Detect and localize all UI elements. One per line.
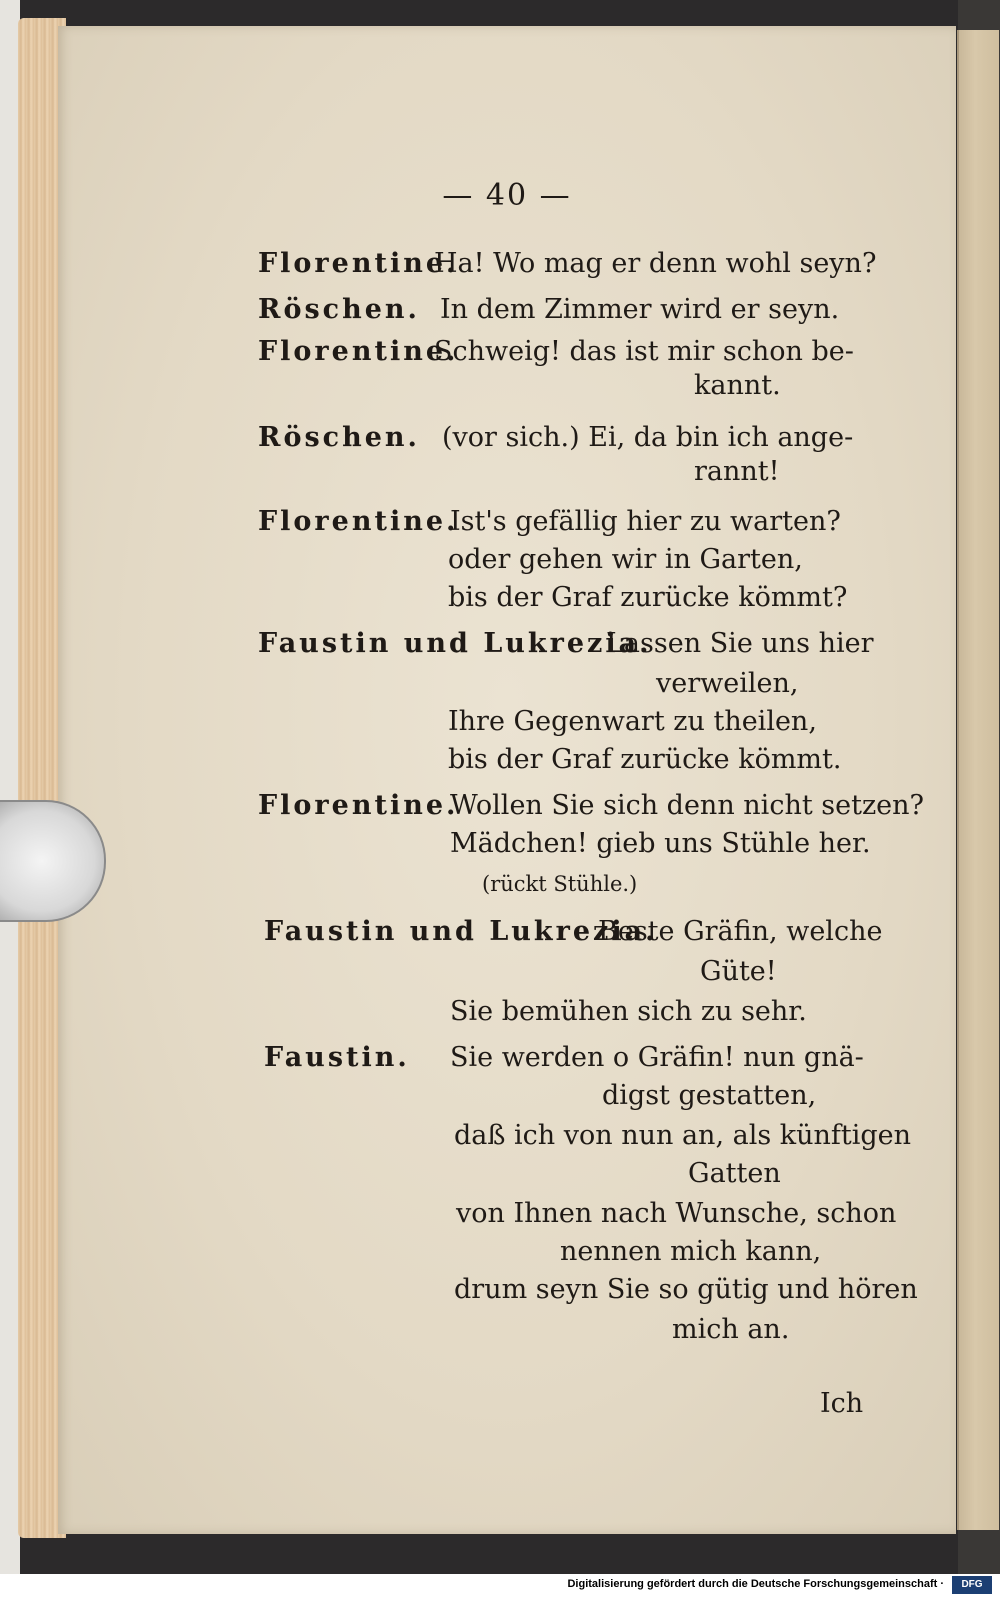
text-line bbox=[258, 248, 458, 279]
text-line: drum seyn Sie so gütig und hören bbox=[454, 1274, 918, 1305]
scan-margin-left bbox=[0, 0, 20, 1598]
text-line: Ist's gefällig hier zu warten? bbox=[450, 506, 841, 537]
text-line: von Ihnen nach Wunsche, schon bbox=[456, 1198, 897, 1229]
text-line bbox=[258, 790, 458, 821]
dfg-logo: DFG bbox=[952, 1576, 992, 1594]
text-line: (vor sich.) Ei, da bin ich ange- bbox=[442, 422, 854, 453]
text-line: bis der Graf zurücke kömmt. bbox=[448, 744, 842, 775]
text-line: oder gehen wir in Garten, bbox=[448, 544, 803, 575]
text-line: mich an. bbox=[672, 1314, 790, 1345]
text-line: bis der Graf zurücke kömmt? bbox=[448, 582, 848, 613]
catchword: Ich bbox=[820, 1388, 864, 1419]
text-line bbox=[264, 1042, 410, 1073]
text-line: verweilen, bbox=[656, 668, 799, 699]
text-line: Ha! Wo mag er denn wohl seyn? bbox=[434, 248, 877, 279]
text-line bbox=[258, 506, 458, 537]
text-line: Ihre Gegenwart zu theilen, bbox=[448, 706, 817, 737]
text-line bbox=[258, 422, 420, 453]
speaker-name: Florentine. bbox=[258, 506, 459, 537]
text-line bbox=[258, 336, 458, 367]
stage-direction: (rückt Stühle.) bbox=[482, 872, 638, 896]
text-line: Sie werden o Gräfin! nun gnä- bbox=[450, 1042, 864, 1073]
speaker-name: Florentine. bbox=[258, 790, 459, 821]
book-page bbox=[58, 26, 956, 1534]
text-line: Güte! bbox=[700, 956, 777, 987]
speaker-name: Röschen. bbox=[258, 294, 420, 325]
text-line: Beste Gräfin, welche bbox=[598, 916, 883, 947]
facing-page-edge bbox=[957, 30, 999, 1530]
page-number: — 40 — bbox=[442, 178, 572, 213]
text-line: rannt! bbox=[694, 456, 780, 487]
speaker-name: Florentine. bbox=[258, 248, 459, 279]
speaker-name: Florentine. bbox=[258, 336, 459, 367]
text-line: In dem Zimmer wird er seyn. bbox=[440, 294, 840, 325]
text-line: Wollen Sie sich denn nicht setzen? bbox=[450, 790, 925, 821]
text-line: Mädchen! gieb uns Stühle her. bbox=[450, 828, 871, 859]
text-line: Schweig! das ist mir schon be- bbox=[434, 336, 854, 367]
speaker-name: Faustin. bbox=[264, 1042, 410, 1073]
text-line: kannt. bbox=[694, 370, 781, 401]
text-line: Sie bemühen sich zu sehr. bbox=[450, 996, 807, 1027]
footer-bar bbox=[0, 1574, 1000, 1598]
text-line bbox=[258, 294, 420, 325]
text-line: digst gestatten, bbox=[602, 1080, 817, 1111]
text-line: nennen mich kann, bbox=[560, 1236, 822, 1267]
speaker-name: Faustin und Lukrezia. bbox=[264, 916, 658, 947]
text-line bbox=[258, 628, 652, 659]
footer-credit: Digitalisierung gefördert durch die Deutsche Forschungsgemeinschaft · bbox=[567, 1578, 944, 1590]
text-line: Gatten bbox=[688, 1158, 781, 1189]
text-line: Lassen Sie uns hier bbox=[606, 628, 874, 659]
text-line: daß ich von nun an, als künftigen bbox=[454, 1120, 912, 1151]
speaker-name: Röschen. bbox=[258, 422, 420, 453]
speaker-name: Faustin und Lukrezia. bbox=[258, 628, 652, 659]
